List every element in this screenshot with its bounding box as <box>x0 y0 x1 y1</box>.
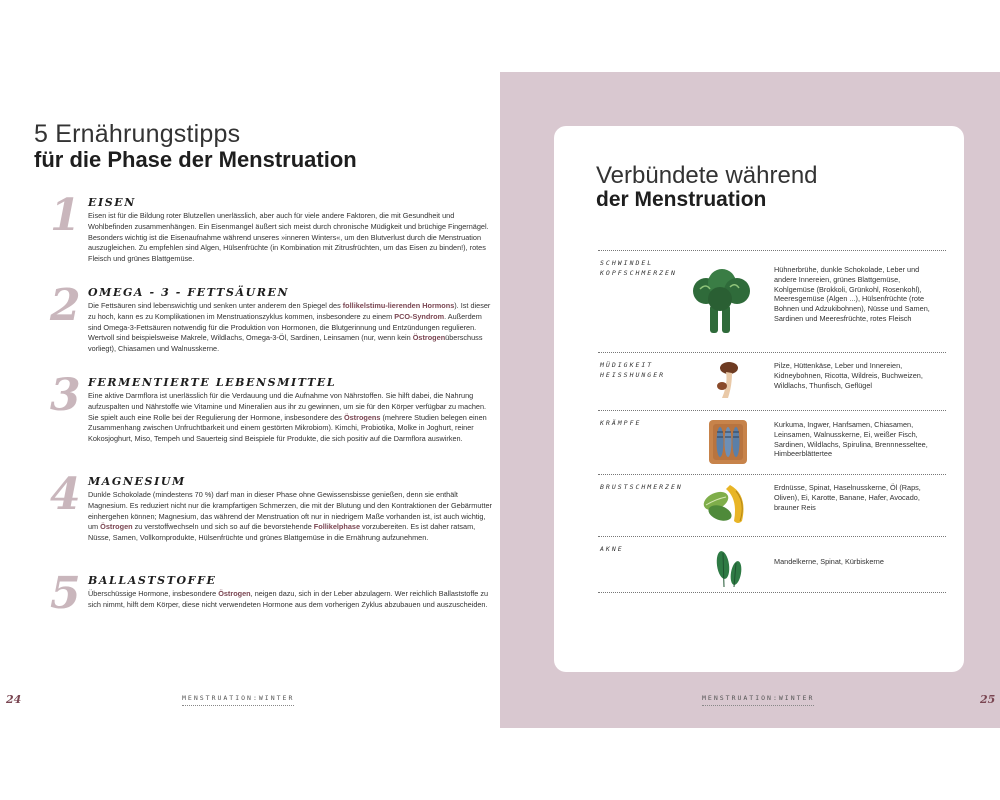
page-title-light: 5 Ernährungstipps <box>34 120 241 148</box>
mushroom-icon <box>714 361 740 406</box>
symptom-row <box>598 250 946 353</box>
tip-number: 4 <box>50 469 81 520</box>
tip-heading: OMEGA - 3 - FETTSÄUREN <box>88 286 290 299</box>
page-title-bold: für die Phase der Menstruation <box>34 147 357 172</box>
tip-body: Eine aktive Darmflora ist unerlässlich für die Verdauung und die Aufnahme von Nährstoffen. Sie hilft dabei, die Nahrung aufzuspalten und Nährstoffe wie Vitamine und Mineralien aus ihr zu gewinnen, um sie für den Körper verfügbar zu machen. Sie spielt auch eine Rolle bei der Regulierung der Hormone, insbesondere des Östrogens (mehrere Studien belegen einen Zusammenhang zwischen Unfruchtbarkeit und einem gestörten Mikrobiom). Kimchi, Probiotika, Molke in Joghurt, reiner Kokosjoghurt, Miso, Tempeh und Sauerteig sind Beispiele für Produkte, die sich positiv auf die Darmflora auswirken. <box>88 391 487 444</box>
symptom-label: AKNE <box>600 545 624 553</box>
food-list: Kurkuma, Ingwer, Hanfsamen, Chiasamen, Leinsamen, Walnusskerne, Ei, weißer Fisch, Sardinen, Wildlachs, Spirulina, Brennnesseltee, Himbeerblättertee <box>774 420 928 459</box>
symptom-label: SCHWINDEL KOPFSCHMERZEN <box>600 259 677 277</box>
divider <box>598 592 946 593</box>
symptom-row <box>598 352 946 411</box>
sardines-icon <box>706 417 750 472</box>
tip-body: Dunkle Schokolade (mindestens 70 %) darf man in dieser Phase ohne Gewissensbisse genießen, denn sie enthält Magnesium. Es reduziert nicht nur die krampfartigen Schmerzen, die mit der Blutung und den Kontraktionen der Gebärmutter einhergehen können; Magnesium, das während der Menstruation oft nur in niedrigem Maße vorhanden ist, ist auch wichtig, um Östrogen zu verstoffwechseln und sich so auf die bevorstehende Follikelphase vorzubereiten. Es ist daher ratsam, Nüsse, Samen, Vollkornprodukte, Hülsenfrüchte und grünes Blattgemüse in die Ernährung aufzunehmen. <box>88 490 492 543</box>
page-number: 24 <box>6 693 22 706</box>
broccoli-icon <box>690 269 754 342</box>
tip-body: Die Fettsäuren sind lebenswichtig und senken unter anderem den Spiegel des follikelstimu-lierenden Hormons). Ist dieser zu hoch, kann es zu Komplikationen im Menstruationszyklus kommen, insbesondere zu einem PCO-Syndrom. Außerdem sind Omega-3-Fettsäuren notwendig für die Produktion von Hormonen, die Blutgerinnung und Entzündungen regulieren. Wertvoll sind beispielsweise Makrele, Wildlachs, Omega-3-Öl, Sardinen, Leinsamen (nur, wenn kein Östrogenüberschuss vorliegt), Chiasamen und Walnusskerne. <box>88 301 491 354</box>
symptom-row <box>598 474 946 537</box>
tip-heading: FERMENTIERTE LEBENSMITTEL <box>88 376 337 389</box>
card-title-light: Verbündete während <box>596 162 818 189</box>
tip-heading: BALLASTSTOFFE <box>88 574 217 587</box>
banana-spinach-icon <box>700 481 750 534</box>
page-number: 25 <box>980 693 996 706</box>
symptom-label: MÜDIGKEIT HEISSHUNGER <box>600 361 666 379</box>
symptom-label: KRÄMPFE <box>600 419 642 427</box>
symptom-row <box>598 536 946 593</box>
tip-body: Eisen ist für die Bildung roter Blutzellen unerlässlich, aber auch für viele andere Faktoren, die mit Gesundheit und Wohlbefinden zusammenhängen. Ein Eisenmangel äußert sich meist durch chronische Müdigkeit und brüchige Fingernägel. Besonders wichtig ist die Eisenaufnahme während unseres »inneren Winters«, um den Blutverlust durch die Menstruation auszugleichen. Zu empfehlen sind Algen, Hülsenfrüchte (in Kombination mit Zitrusfrüchten, um das Eisen zu binden!), rotes Fleisch und grünes Blattgemüse. <box>88 211 489 264</box>
right-page <box>500 72 1000 728</box>
tip-number: 3 <box>50 370 81 421</box>
food-list: Pilze, Hüttenkäse, Leber und Innereien, Kidneybohnen, Ricotta, Wildreis, Buchweizen, Wildlachs, Thunfisch, Geflügel <box>774 361 923 390</box>
tip-body: Überschüssige Hormone, insbesondere Östrogen, neigen dazu, sich in der Leber abzulagern. Wer reichlich Ballaststoffe zu sich nimmt, hilft dem Körper, diese nicht verwendeten Hormone aus dem vorherigen Zyklus abzubauen und auszuscheiden. <box>88 589 489 609</box>
tip-number: 5 <box>50 568 81 619</box>
allies-card <box>554 126 964 672</box>
tip-number: 2 <box>50 280 81 331</box>
food-list: Mandelkerne, Spinat, Kürbiskerne <box>774 557 884 566</box>
leaves-icon <box>714 545 746 594</box>
food-list: Hühnerbrühe, dunkle Schokolade, Leber und andere Innereien, grünes Blattgemüse, Kohlgemüse (Brokkoli, Grünkohl, Rosenkohl), Meeresgemüse (Algen ...), Hülsenfrüchte (rote Bohnen und Adzukibohnen), Nüsse und Samen, Sardinen und Meeresfrüchte, rotes Fleisch <box>774 265 930 323</box>
symptom-label: BRUSTSCHMERZEN <box>600 483 683 491</box>
running-footer: MENSTRUATION:WINTER <box>702 694 814 706</box>
tip-heading: MAGNESIUM <box>88 475 186 488</box>
food-list: Erdnüsse, Spinat, Haselnusskerne, Öl (Raps, Oliven), Ei, Karotte, Banane, Hafer, Avocado, brauner Reis <box>774 483 921 512</box>
tip-heading: EISEN <box>88 196 136 209</box>
running-footer: MENSTRUATION:WINTER <box>182 694 294 706</box>
card-title-bold: der Menstruation <box>596 188 767 211</box>
tip-number: 1 <box>50 190 81 241</box>
symptom-row <box>598 410 946 475</box>
